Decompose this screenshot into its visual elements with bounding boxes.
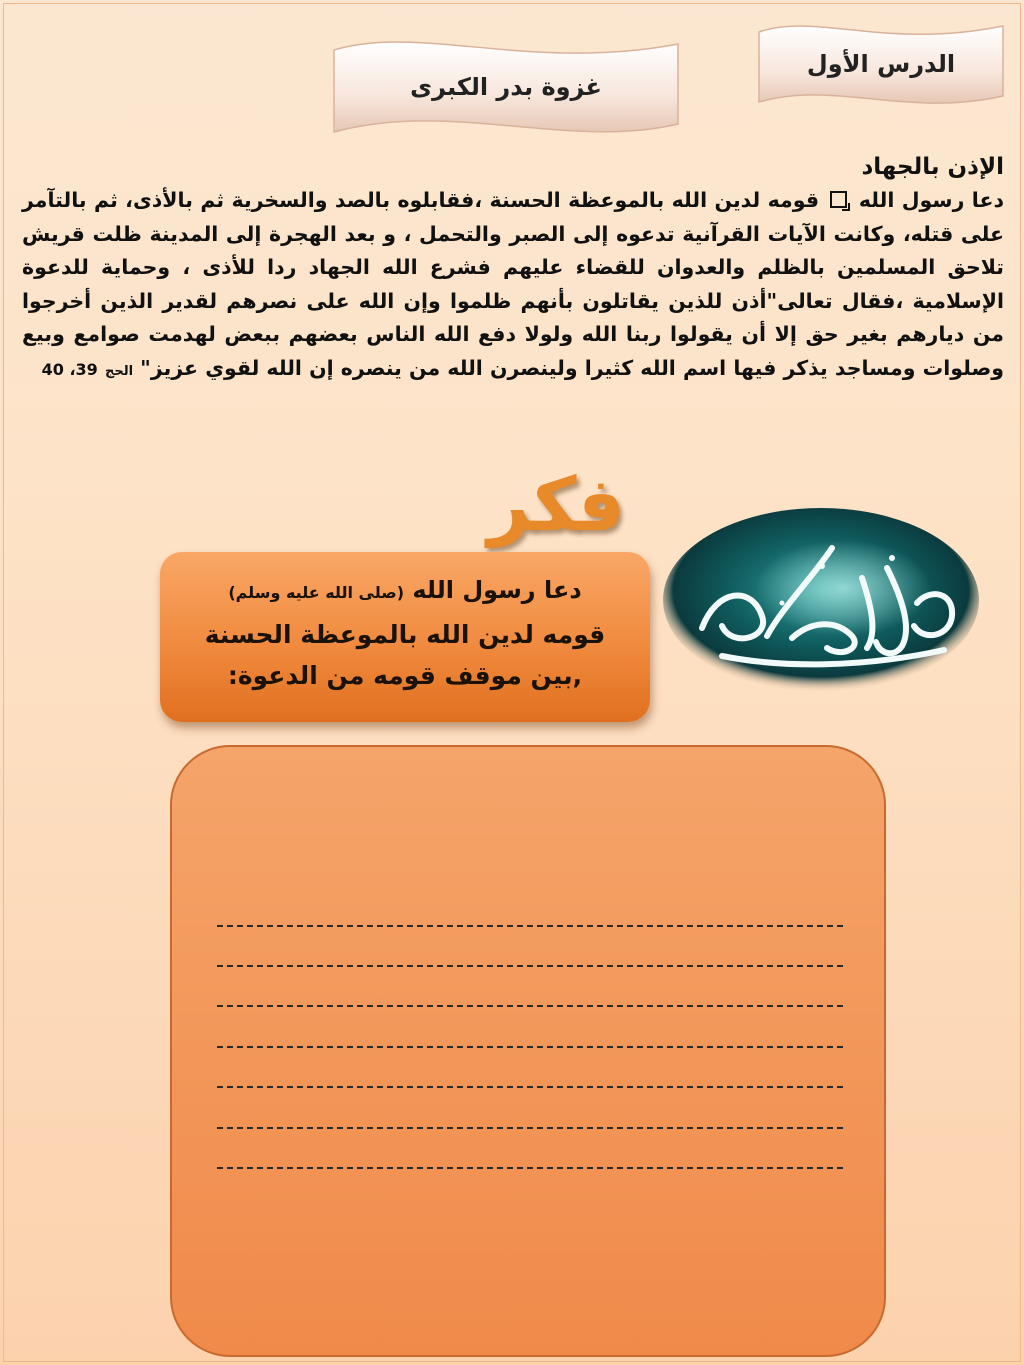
prompt-line-1-text: دعا رسول الله xyxy=(412,576,582,604)
lesson-number-banner xyxy=(755,18,1007,110)
answer-line[interactable] xyxy=(217,1167,843,1169)
prompt-honorific: (صلى الله عليه وسلم) xyxy=(228,583,405,602)
verse-ref-numbers: 39، 40 xyxy=(41,359,98,379)
lesson-number-label: الدرس الأول xyxy=(806,50,956,78)
article-text-body: قومه لدين الله بالموعظة الحسنة ،فقابلوه بالصد والسخرية ثم بالأذى، ثم بالتآمر على قتله، وكانت الآيات القرآنية تدعوه إلى الصبر والتحمل ، و بعد الهجرة إلى المدينة ظلت قريش تلاحق المسلمين بالظلم والعدوان للقضاء عليهم فشرع الله الجهاد ردا للأذى ، وحماية للدعوة الإسلامية ،فقال تعالى"أذن للذين يقاتلون بأنهم ظلموا وإن الله على نصرهم لقدير الذين أخرجوا من ديارهم بغير حق إلا أن يقولوا ربنا الله ولولا دفع الله الناس بعضهم ببعض لهدمت صوامع وبيع وصلوات ومساجد يذكر فيها اسم الله كثيرا ولينصرن الله من ينصره إن الله لقوي عزيز" xyxy=(22,188,1004,380)
prompt-line-2: قومه لدين الله بالموعظة الحسنة xyxy=(204,620,606,649)
answer-line[interactable] xyxy=(217,1086,843,1088)
verse-ref-surah: الحج xyxy=(104,363,134,379)
prompt-line-1 xyxy=(190,570,620,613)
article-text-start: دعا رسول الله xyxy=(858,188,1005,212)
answer-line[interactable] xyxy=(217,925,843,927)
answer-box[interactable] xyxy=(170,745,886,1357)
think-label: فكر xyxy=(487,462,625,548)
answer-line[interactable] xyxy=(217,1127,843,1129)
prompt-line-3: ,بين موقف قومه من الدعوة: xyxy=(227,661,583,690)
lesson-title-label: غزوة بدر الكبرى xyxy=(410,73,602,101)
lesson-title-banner xyxy=(330,32,682,142)
answer-line[interactable] xyxy=(217,1046,843,1048)
thinking-prompt-box xyxy=(160,552,650,722)
calligraphy-icon xyxy=(662,508,980,692)
lesson-article xyxy=(22,150,1004,388)
article-heading: الإذن بالجهاد xyxy=(861,154,1004,180)
answer-line[interactable] xyxy=(217,1005,843,1007)
answer-line[interactable] xyxy=(217,965,843,967)
honorific-box-icon xyxy=(830,191,847,208)
